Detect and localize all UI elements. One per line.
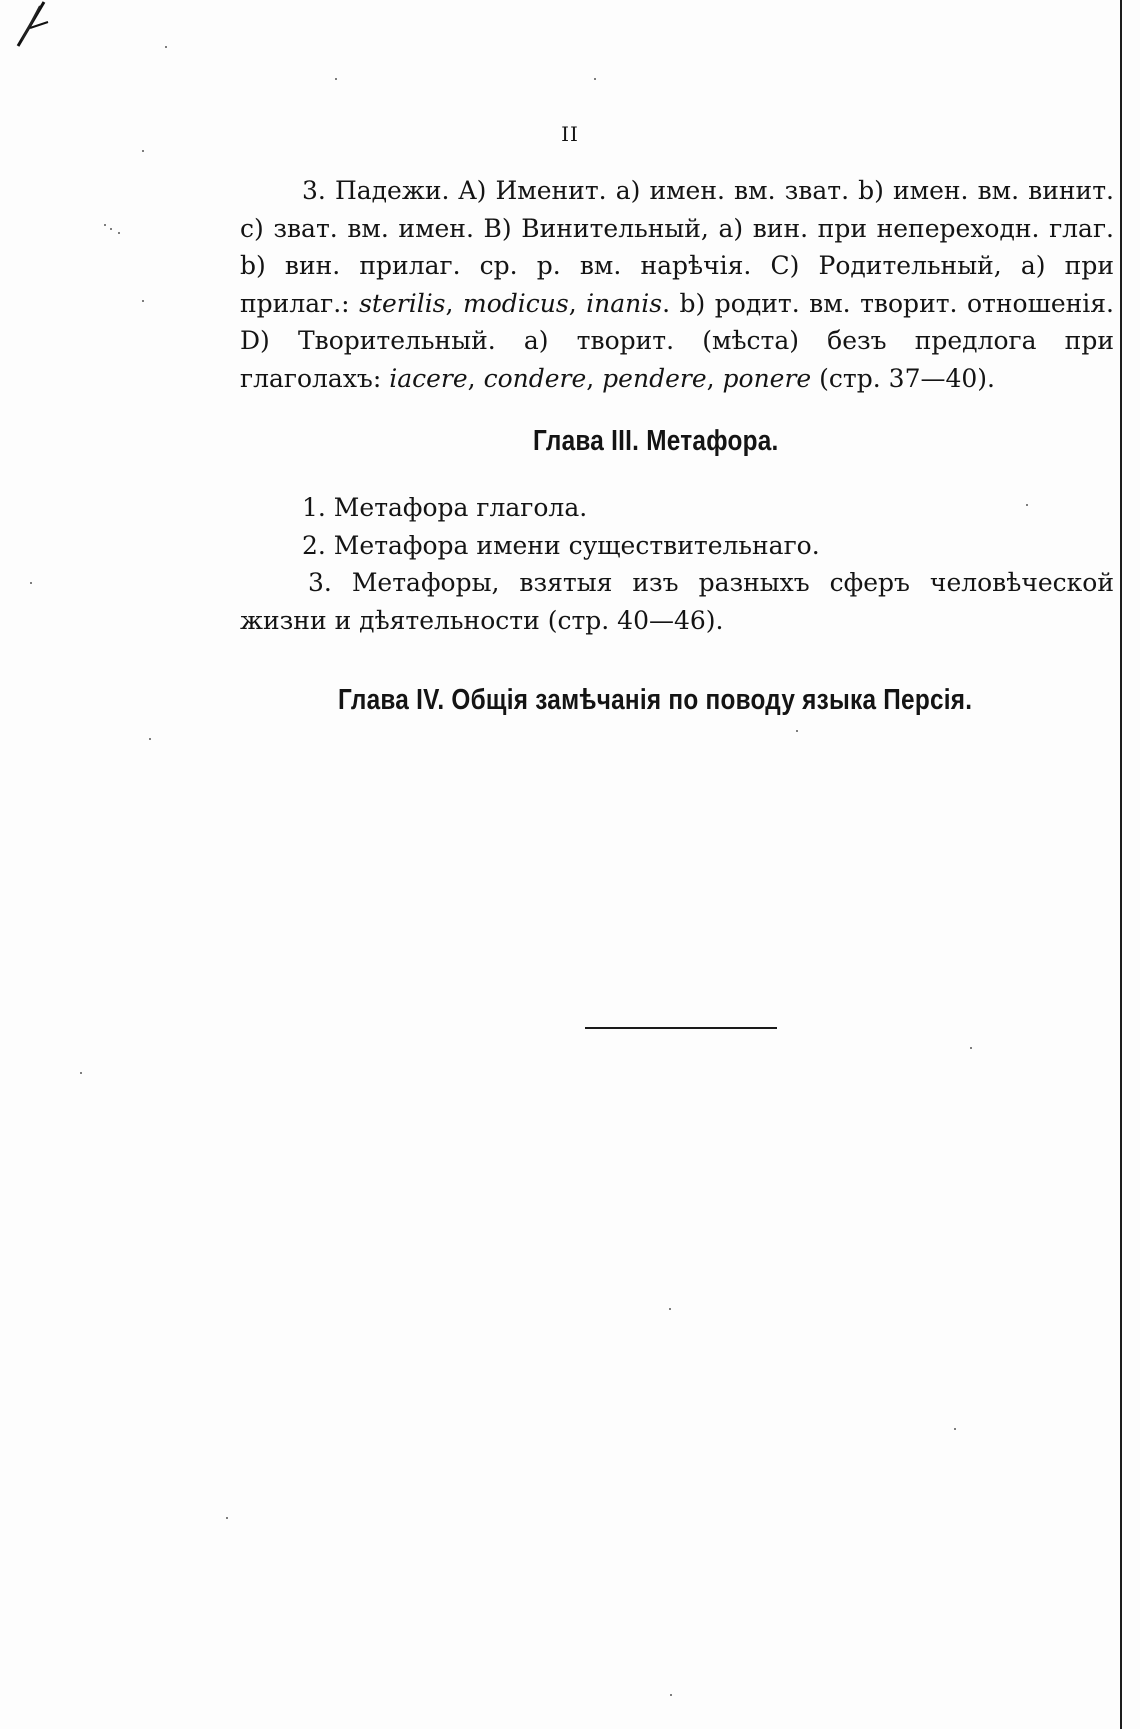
speck <box>80 1072 82 1074</box>
chapter-4-heading: Глава IV. Общія замѣчанія по поводу языка Персія. <box>338 684 973 716</box>
latin-word-inanis: inanis <box>586 288 663 318</box>
chapter-3-item-2: 2. Метафора имени существительнаго. <box>302 530 820 560</box>
speck <box>118 232 120 234</box>
speck <box>796 730 798 732</box>
cases-paragraph <box>240 172 1114 397</box>
section-cases <box>240 172 1114 397</box>
speck <box>670 1694 672 1696</box>
speck <box>142 300 144 302</box>
comma: , <box>586 363 603 393</box>
latin-word-sterilis: sterilis <box>359 288 446 318</box>
comma: , <box>445 288 463 318</box>
speck <box>165 46 167 48</box>
chapter-3-heading: Глава III. Метафора. <box>533 425 779 457</box>
latin-word-ponere: ponere <box>722 363 812 393</box>
speck <box>142 150 144 152</box>
latin-word-condere: condere <box>483 363 587 393</box>
latin-word-modicus: modicus <box>462 288 569 318</box>
speck <box>954 1428 956 1430</box>
chapter-3-list <box>240 489 1114 639</box>
latin-word-iacere: iacere <box>389 363 468 393</box>
pen-stroke-mark <box>14 0 54 50</box>
comma: , <box>568 288 587 318</box>
speck <box>110 228 112 230</box>
speck <box>970 1047 972 1049</box>
speck <box>104 224 106 226</box>
latin-word-pendere: pendere <box>602 363 707 393</box>
speck <box>594 78 596 80</box>
chapter-3-item-3: 3. Метафоры, взятыя изъ разныхъ сферъ человѣческой жизни и дѣятельности (стр. 40—46). <box>240 568 1114 635</box>
speck <box>30 582 32 584</box>
comma: , <box>706 363 723 393</box>
page-number: II <box>561 122 579 146</box>
cases-text-2: . b) родит. вм. творит. отношенія. D) Творительный. a) творит. (мѣста) безъ предлога при глаголахъ: <box>240 288 1115 393</box>
closing-rule <box>585 1027 777 1029</box>
speck <box>226 1517 228 1519</box>
page-edge-line <box>1120 0 1122 1729</box>
speck <box>669 1308 671 1310</box>
comma: , <box>467 363 484 393</box>
cases-text-1: 3. Падежи. A) Именит. a) имен. вм. зват. b) имен. вм. винит. c) зват. вм. имен. B) Винительный, a) вин. при непереходн. глаг. b) вин. прилаг. ср. р. вм. нарѣчія. C) Родительный, a) при прилаг.: <box>240 176 1114 318</box>
cases-text-3: (стр. 37—40). <box>811 363 995 393</box>
speck <box>335 78 337 80</box>
speck <box>149 738 151 740</box>
chapter-3-item-1: 1. Метафора глагола. <box>302 493 588 522</box>
